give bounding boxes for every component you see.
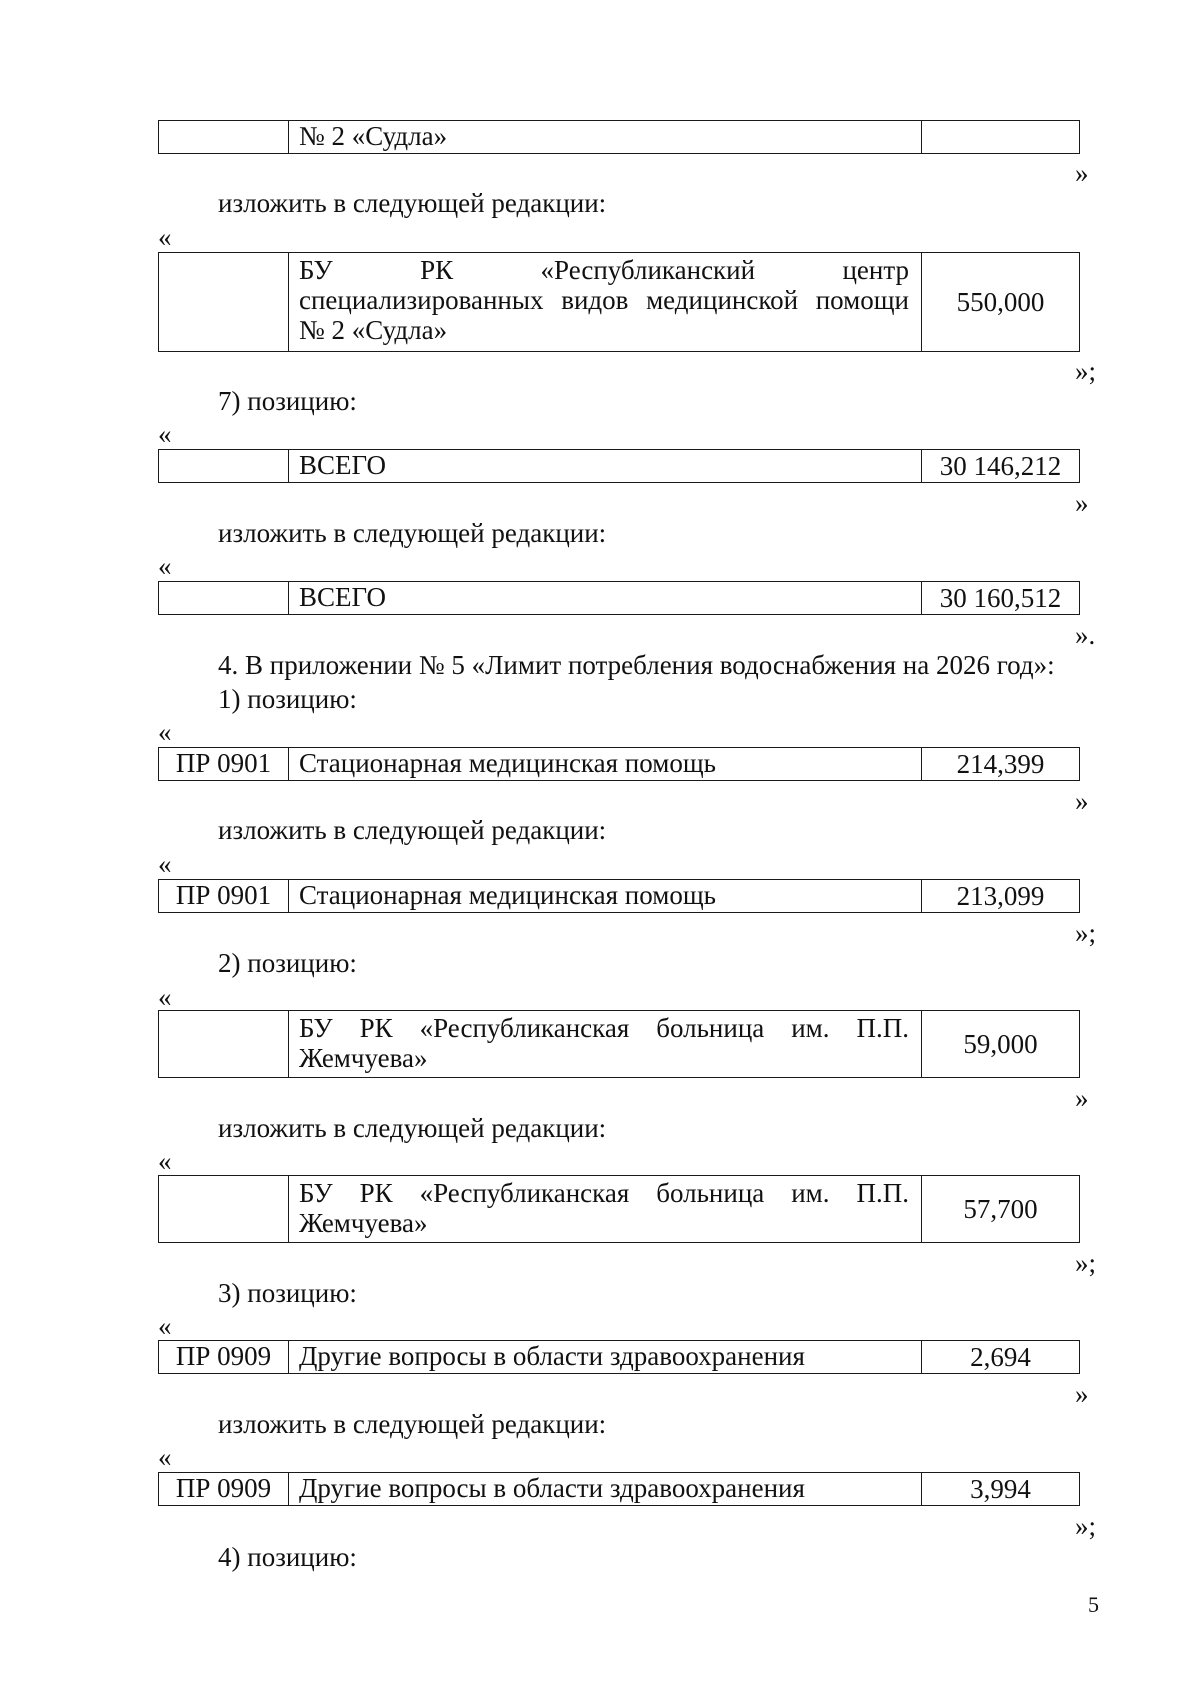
- value-cell: 2,694: [921, 1341, 1079, 1373]
- paragraph: изложить в следующей редакции:: [218, 1409, 607, 1439]
- closing-quote: »: [1075, 158, 1089, 188]
- opening-quote: «: [158, 849, 172, 879]
- opening-quote: «: [158, 551, 172, 581]
- code-cell: [159, 253, 289, 351]
- paragraph: изложить в следующей редакции:: [218, 815, 607, 845]
- closing-quote: »: [1075, 488, 1089, 518]
- code-cell: [159, 121, 289, 153]
- name-cell: ВСЕГО: [299, 450, 386, 480]
- closing-quote: »: [1075, 1379, 1089, 1409]
- name-cell: Другие вопросы в области здравоохранения: [299, 1473, 805, 1503]
- code-cell: ПР 0901: [159, 748, 289, 780]
- value-cell: 30 160,512: [921, 582, 1079, 614]
- code-cell: ПР 0901: [159, 880, 289, 912]
- code-cell: [159, 1011, 289, 1077]
- paragraph: изложить в следующей редакции:: [218, 188, 607, 218]
- opening-quote: «: [158, 222, 172, 252]
- table-row: [158, 449, 1080, 483]
- opening-quote: «: [158, 1311, 172, 1341]
- opening-quote: «: [158, 1442, 172, 1472]
- name-cell: ВСЕГО: [299, 582, 386, 612]
- table-row: [158, 120, 1080, 154]
- code-cell: ПР 0909: [159, 1473, 289, 1505]
- closing-quote: »: [1075, 786, 1089, 816]
- opening-quote: «: [158, 1146, 172, 1176]
- paragraph: изложить в следующей редакции:: [218, 1113, 607, 1143]
- paragraph: изложить в следующей редакции:: [218, 518, 607, 548]
- value-cell: 550,000: [921, 253, 1079, 351]
- code-cell: [159, 1176, 289, 1242]
- paragraph: 1) позицию:: [218, 684, 357, 714]
- name-line: БУ РК «Республиканская больница им. П.П.: [299, 1013, 909, 1043]
- table-row: [158, 1010, 1080, 1078]
- value-cell: 59,000: [921, 1011, 1079, 1077]
- name-line: Жемчуева»: [299, 1208, 428, 1238]
- name-line: специализированных видов медицинской помощи: [299, 285, 909, 315]
- opening-quote: «: [158, 982, 172, 1012]
- paragraph: 2) позицию:: [218, 948, 357, 978]
- table-row: [158, 1175, 1080, 1243]
- table-row: [158, 1472, 1080, 1506]
- table-row: [158, 879, 1080, 913]
- name-cell: [289, 1176, 921, 1242]
- table-row: [158, 581, 1080, 615]
- name-cell: Стационарная медицинская помощь: [299, 880, 716, 910]
- paragraph: 3) позицию:: [218, 1278, 357, 1308]
- value-cell: [921, 121, 1079, 153]
- name-line: № 2 «Судла»: [299, 315, 448, 345]
- name-line: Жемчуева»: [299, 1043, 428, 1073]
- code-cell: [159, 450, 289, 482]
- closing-quote: »;: [1075, 1511, 1097, 1541]
- closing-quote: »;: [1075, 356, 1097, 386]
- closing-quote: »;: [1075, 918, 1097, 948]
- value-cell: 213,099: [921, 880, 1079, 912]
- value-cell: 30 146,212: [921, 450, 1079, 482]
- paragraph: 7) позицию:: [218, 386, 357, 416]
- table-row: [158, 1340, 1080, 1374]
- name-line: БУ РК «Республиканская больница им. П.П.: [299, 1178, 909, 1208]
- value-cell: 214,399: [921, 748, 1079, 780]
- page-number: 5: [1088, 1592, 1099, 1617]
- paragraph: 4) позицию:: [218, 1542, 357, 1572]
- value-cell: 57,700: [921, 1176, 1079, 1242]
- name-cell: [289, 1011, 921, 1077]
- closing-quote: ».: [1075, 620, 1096, 650]
- closing-quote: »;: [1075, 1248, 1097, 1278]
- name-cell: Другие вопросы в области здравоохранения: [299, 1341, 805, 1371]
- closing-quote: »: [1075, 1083, 1089, 1113]
- opening-quote: «: [158, 717, 172, 747]
- name-cell: № 2 «Судла»: [299, 121, 448, 151]
- code-cell: [159, 582, 289, 614]
- name-cell: [289, 253, 921, 351]
- code-cell: ПР 0909: [159, 1341, 289, 1373]
- paragraph: 4. В приложении № 5 «Лимит потребления водоснабжения на 2026 год»:: [218, 650, 1055, 680]
- value-cell: 3,994: [921, 1473, 1079, 1505]
- name-cell: Стационарная медицинская помощь: [299, 748, 716, 778]
- table-row: [158, 252, 1080, 352]
- table-row: [158, 747, 1080, 781]
- name-line: БУ РК «Республиканский центр: [299, 255, 909, 285]
- opening-quote: «: [158, 419, 172, 449]
